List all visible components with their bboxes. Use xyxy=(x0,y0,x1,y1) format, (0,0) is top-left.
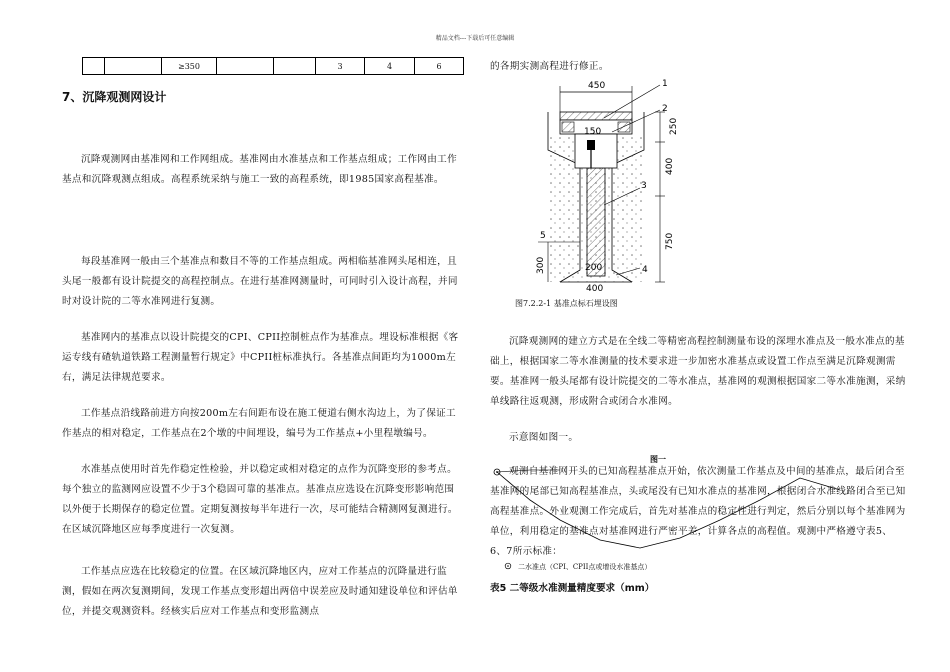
table-title: 表5 二等级水准测量精度要求（mm） xyxy=(490,583,655,594)
dim-label: 450 xyxy=(588,81,606,91)
paragraph: 工作基点应选在比较稳定的位置。在区域沉降地区内，应对工作基点的沉降量进行监测，假如在两次复测期间，发现工作基点变形超出两倍中误差应及时通知建设单位和评估单位，并提交观测资料。经核实后应对工作基点和变形监测点 xyxy=(62,566,458,617)
page-header: 精品文档---下载后可任意编辑 xyxy=(435,35,515,42)
dim-label: 400 xyxy=(586,284,604,294)
paragraph: 水准基点使用时首先作稳定性检验，并以稳定或相对稳定的点作为沉降变形的参考点。每个独立的监测网应设置不少于3个稳固可靠的基准点。基准点应选设在沉降变形影响范围以外便于长期保存的稳定位置。定期复测按每半年进行一次，尽可能结合精测网复测进行。在区域沉降地区应每季度进行一次复测。 xyxy=(62,464,458,535)
paragraph: 的各期实测高程进行修正。 xyxy=(490,61,609,72)
paragraph: 沉降观测网由基准网和工作网组成。基准网由水准基点和工作基点组成；工作网由工作基点和沉降观测点组成。高程系统采纳与施工一致的高程系统，即1985国家高程基准。 xyxy=(62,154,457,185)
callout-label: 4 xyxy=(642,265,648,275)
callout-label: 5 xyxy=(540,231,546,241)
table-cell: 4 xyxy=(365,58,415,75)
dim-label: 300 xyxy=(536,256,546,274)
dim-label: 750 xyxy=(665,232,675,250)
callout-label: 3 xyxy=(641,181,647,191)
paragraph: 每段基准网一般由三个基准点和数目不等的工作基点组成。两相临基准网头尾相连，且头尾一般都有设计院提交的高程控制点。在进行基准网测量时，可同时引入设计高程，并同时对设计院的二等水准网进行复测。 xyxy=(62,256,458,307)
figure-legend: 二水准点（CPI、CPII点或增设水准基点） xyxy=(518,563,652,571)
dim-label: 250 xyxy=(669,117,679,135)
table-cell: ≥350 xyxy=(162,58,217,75)
dim-label: 400 xyxy=(665,157,675,175)
dim-label: 200 xyxy=(585,263,603,273)
callout-label: 2 xyxy=(662,104,668,114)
paragraph: 基准网内的基准点以设计院提交的CPI、CPII控制桩点作为基准点。埋设标准根据《客运专线有碴轨道铁路工程测量暂行规定》中CPII桩标准执行。各基准点间距均为1000m左右，满足法律规范要求。 xyxy=(62,332,459,383)
section-heading: 7、沉降观测网设计 xyxy=(62,90,167,104)
table-cell: 6 xyxy=(415,58,464,75)
paragraph: 观测自基准网开头的已知高程基准点开始，依次测量工作基点及中间的基准点，最后闭合至基准网的尾部已知高程基准点，头或尾没有已知水准点的基准网，根据闭合水准线路闭合至已知高程基准点。外业观测工作完成后，首先对基准点的稳定性进行判定，然后分别以每个基准网为单位，利用稳定的基准点对基准网进行严密平差，计算各点的高程值。观测中严格遵守表5、6、7所示标准： xyxy=(490,466,906,557)
paragraph: 示意图如图一。 xyxy=(509,432,579,443)
paragraph: 沉降观测网的建立方式是在全线二等精密高程控制测量布设的深埋水准点及一般水准点的基础上，根据国家二等水准测量的技术要求进一步加密水准基点或设置工作点至满足沉降观测需要。基准网一般头尾都有设计院提交的二等水准点，基准网的观测根据国家二等水准施测，采纳单线路往返观测，形成附合或闭合水准网。 xyxy=(490,336,906,407)
callout-label: 1 xyxy=(662,79,668,89)
figure-title: 图一 xyxy=(650,455,666,464)
paragraph: 工作基点沿线路前进方向按200m左右间距布设在施工便道右侧水沟边上，为了保证工作基点的相对稳定，工作基点在2个墩的中间埋设，编号为工作基点+小里程墩编号。 xyxy=(62,408,456,439)
figure-caption: 图7.2.2-1 基准点标石埋设图 xyxy=(515,299,618,308)
table-cell: 3 xyxy=(316,58,365,75)
dim-label: 150 xyxy=(584,127,602,137)
